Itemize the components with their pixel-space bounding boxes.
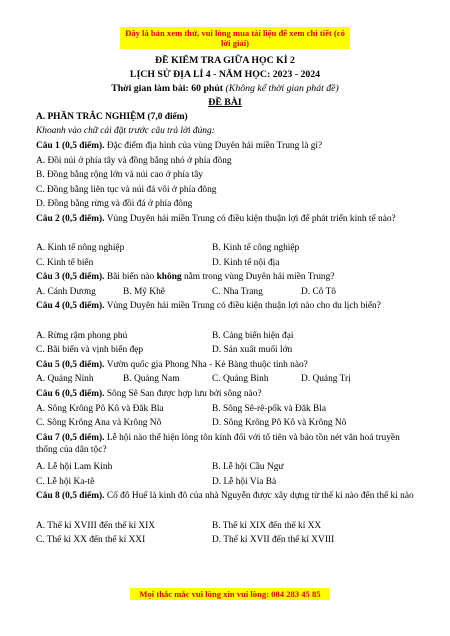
question-1-text: Đặc điểm địa hình của vùng Duyên hải miền Trung là gì?	[106, 141, 323, 151]
q4-option-d[interactable]: D. Sản xuất muối lớn	[212, 345, 293, 355]
q3-option-c[interactable]: C. Nha Trang	[212, 287, 263, 297]
q1-option-a[interactable]: A. Đồi núi ở phía tây và đồng bằng nhỏ ở phía đông	[36, 156, 232, 166]
q7-option-a[interactable]: A. Lễ hội Lam Kinh	[36, 462, 113, 472]
q6-options-row-2	[36, 417, 416, 429]
q4-option-a[interactable]: A. Rừng rậm phong phú	[36, 331, 128, 341]
question-3-text-post: nằm trong vùng Duyên hải miền Trung?	[183, 272, 335, 282]
q2-options-row-2	[36, 257, 416, 269]
question-4-label: Câu 4 (0,5 điểm).	[36, 301, 105, 311]
question-7-text: Lễ hội nào thể hiện lòng tôn kính đối với tổ tiên và bảo tồn nét văn hoá truyền thống của dân tộc?	[36, 433, 400, 455]
q4-option-c[interactable]: C. Bãi biển và vịnh biển đẹp	[36, 345, 144, 355]
q6-option-b[interactable]: B. Sông Sê-rê-pốk và Đăk Bla	[212, 404, 327, 414]
q4-option-b[interactable]: B. Cảng biển hiện đại	[212, 331, 294, 341]
q4-options-row-2	[36, 344, 416, 356]
part-a-heading: A. PHẦN TRẮC NGHIỆM (7,0 điểm)	[36, 112, 188, 122]
q2-option-c[interactable]: C. Kinh tế biển	[36, 258, 94, 268]
question-8-text: Cố đô Huế là kinh đô của nhà Nguyễn được xây dựng từ thế kỉ nào đến thế kỉ nào	[106, 491, 414, 501]
q7-option-d[interactable]: D. Lễ hội Vía Bà	[212, 477, 277, 487]
question-7	[36, 432, 416, 456]
q8-options-row-2	[36, 534, 416, 546]
q2-option-b[interactable]: B. Kinh tế công nghiệp	[212, 243, 300, 253]
question-6	[36, 388, 416, 400]
q8-options-row-1	[36, 520, 416, 532]
q3-option-a[interactable]: A. Cánh Dương	[36, 287, 96, 297]
question-8-label: Câu 8 (0,5 điểm).	[36, 491, 105, 501]
q5-option-d[interactable]: D. Quảng Trị	[301, 374, 351, 384]
exam-time	[0, 83, 450, 94]
q8-option-c[interactable]: C. Thế kỉ XX đến thế kỉ XXI	[36, 535, 146, 545]
q8-option-d[interactable]: D. Thế kỉ XVII đến thế kỉ XVIII	[212, 535, 335, 545]
question-3-text-pre: Bãi biển nào	[106, 272, 155, 282]
q5-option-a[interactable]: A. Quảng Ninh	[36, 374, 94, 384]
q1-option-b[interactable]: B. Đồng bằng rộng lớn và núi cao ở phía tây	[36, 170, 203, 180]
q7-options-row-1	[36, 461, 416, 473]
q2-option-d[interactable]: D. Kinh tế nội địa	[212, 258, 280, 268]
exam-time-note: (Không kể thời gian phát đề)	[225, 83, 339, 94]
question-2-text: Vùng Duyên hải miền Trung có điều kiện thuận lợi để phát triển kinh tế nào?	[106, 214, 396, 224]
exam-title: ĐỀ KIỂM TRA GIỮA HỌC KÌ 2	[155, 55, 295, 66]
question-3-text-emphasis: không	[156, 272, 182, 282]
q5-options-row	[36, 373, 416, 385]
exam-time-label: Thời gian làm bài: 60 phút	[111, 83, 224, 94]
q4-options-row-1	[36, 330, 416, 342]
question-1	[36, 140, 416, 152]
question-3-label: Câu 3 (0,5 điểm).	[36, 272, 105, 282]
q7-options-row-2	[36, 476, 416, 488]
section-heading: ĐỀ BÀI	[208, 97, 242, 108]
contact-banner: Mọi thắc mắc vui lòng xin vui lòng: 084 283 45 85	[130, 588, 330, 600]
q1-option-d[interactable]: D. Đồng bằng rừng và đồi đá ở phía đông	[36, 199, 193, 209]
q6-option-d[interactable]: D. Sông Krông Pô Kô và Krông Nô	[212, 418, 347, 428]
q8-option-a[interactable]: A. Thế kỉ XVIII đến thế kỉ XIX	[36, 521, 156, 531]
question-3	[36, 271, 416, 283]
q7-option-c[interactable]: C. Lễ hội Ka-tê	[36, 477, 95, 487]
q6-options-row-1	[36, 403, 416, 415]
question-4-text: Vùng Duyên hải miền Trung có điều kiện thuận lợi nào cho du lịch biển?	[106, 301, 381, 311]
question-5-label: Câu 5 (0,5 điểm).	[36, 360, 105, 370]
question-6-text: Sông Sê San được hợp lưu bởi sông nào?	[106, 389, 262, 399]
q2-options-row-1	[36, 242, 416, 254]
question-2-label: Câu 2 (0,5 điểm).	[36, 214, 105, 224]
preview-notice-banner: Đây là bản xem thử, vui lòng mua tài liệu để xem chi tiết (có lời giải)	[120, 27, 350, 49]
question-5	[36, 359, 416, 371]
question-5-text: Vườn quốc gia Phong Nha - Kẻ Bàng thuộc tỉnh nào?	[106, 360, 308, 370]
question-8	[36, 490, 416, 502]
q5-option-b[interactable]: B. Quảng Nam	[123, 374, 180, 384]
q5-option-c[interactable]: C. Quảng Bình	[212, 374, 269, 384]
q8-option-b[interactable]: B. Thế kỉ XIX đến thế kỉ XX	[212, 521, 322, 531]
question-6-label: Câu 6 (0,5 điểm).	[36, 389, 105, 399]
q1-option-c[interactable]: C. Đồng bằng liên tục và núi đá vôi ở phía đông	[36, 185, 217, 195]
q3-option-d[interactable]: D. Cô Tô	[301, 287, 336, 297]
q6-option-a[interactable]: A. Sông Krông Pô Kô và Đăk Bla	[36, 404, 164, 414]
exam-subject-year: LỊCH SỬ ĐỊA LÍ 4 - NĂM HỌC: 2023 - 2024	[129, 69, 321, 80]
q3-option-b[interactable]: B. Mỹ Khê	[123, 287, 165, 297]
q3-options-row	[36, 286, 416, 298]
question-1-label: Câu 1 (0,5 điểm).	[36, 141, 105, 151]
instruction-text: Khoanh vào chữ cái đặt trước câu trả lời đúng:	[36, 126, 215, 136]
q7-option-b[interactable]: B. Lễ hội Cầu Ngư	[212, 462, 284, 472]
q2-option-a[interactable]: A. Kinh tế nông nghiệp	[36, 243, 125, 253]
q6-option-c[interactable]: C. Sông Krông Ana và Krông Nô	[36, 418, 162, 428]
question-2	[36, 213, 416, 225]
question-7-label: Câu 7 (0,5 điểm).	[36, 433, 105, 443]
question-4	[36, 300, 416, 312]
